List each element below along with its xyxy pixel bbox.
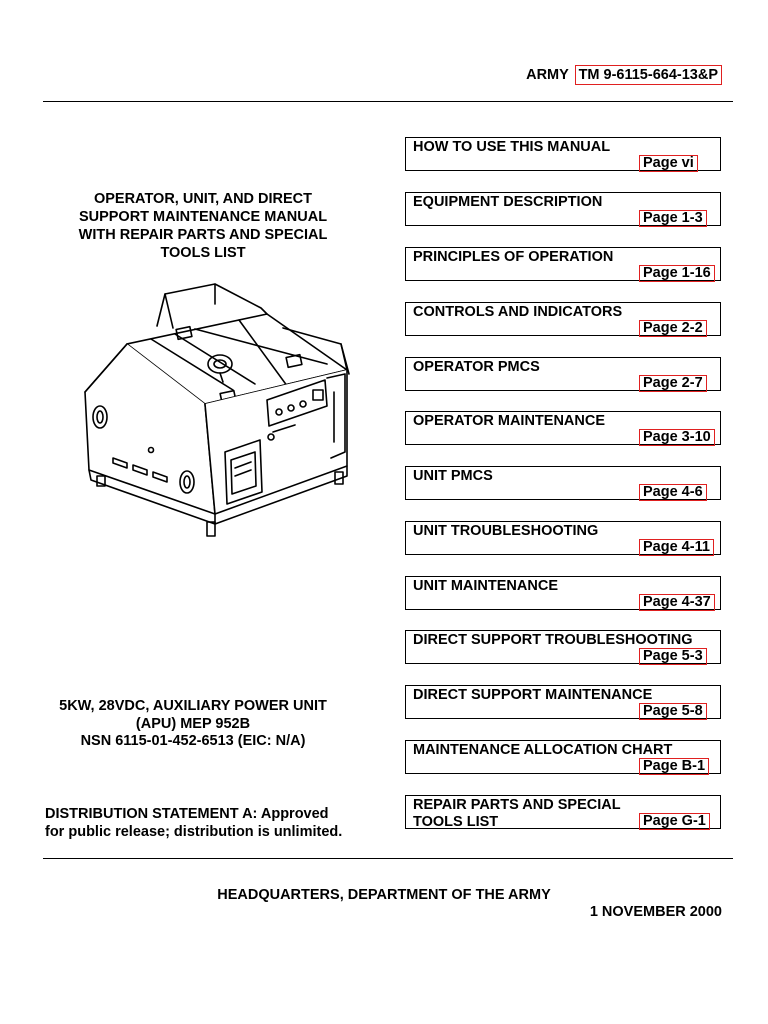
headquarters-line: HEADQUARTERS, DEPARTMENT OF THE ARMY xyxy=(217,887,551,903)
apu-desc-line: NSN 6115-01-452-6513 (EIC: N/A) xyxy=(80,733,306,749)
toc-label: UNIT PMCS xyxy=(413,468,493,484)
toc-entry xyxy=(405,795,721,829)
toc-label: PRINCIPLES OF OPERATION xyxy=(413,249,614,265)
toc-entry xyxy=(405,137,721,171)
toc-entry xyxy=(405,357,721,391)
document-header xyxy=(526,65,722,85)
toc-page-link[interactable]: Page 5-8 xyxy=(639,703,707,720)
toc-page-link[interactable]: Page 4-11 xyxy=(639,539,714,556)
toc-page-link[interactable]: Page 3-10 xyxy=(639,429,715,446)
toc-entry xyxy=(405,302,721,336)
toc-label: UNIT TROUBLESHOOTING xyxy=(413,523,599,539)
apu-desc-line: 5KW, 28VDC, AUXILIARY POWER UNIT xyxy=(59,698,327,714)
toc-entry xyxy=(405,521,721,555)
toc-page-link[interactable]: Page B-1 xyxy=(639,758,709,775)
toc-page-link[interactable]: Page 1-3 xyxy=(639,210,707,227)
manual-title xyxy=(62,190,344,262)
toc-page-link[interactable]: Page 4-6 xyxy=(639,484,707,501)
toc-entry xyxy=(405,411,721,445)
manual-title-line: TOOLS LIST xyxy=(160,245,246,261)
toc-page-link[interactable]: Page 5-3 xyxy=(639,648,707,665)
tm-number-link[interactable]: TM 9-6115-664-13&P xyxy=(575,65,722,85)
apu-description xyxy=(38,698,348,751)
toc-label: DIRECT SUPPORT MAINTENANCE xyxy=(413,687,653,703)
toc-label: UNIT MAINTENANCE xyxy=(413,578,558,594)
publication-date: 1 NOVEMBER 2000 xyxy=(589,904,722,920)
toc-entry xyxy=(405,740,721,774)
toc-page-link[interactable]: Page 1-16 xyxy=(639,265,715,282)
apu-illustration xyxy=(55,282,360,557)
toc-label: REPAIR PARTS AND SPECIAL xyxy=(413,797,621,813)
distribution-statement xyxy=(45,806,375,841)
toc-entry xyxy=(405,247,721,281)
toc-label: CONTROLS AND INDICATORS xyxy=(413,304,623,320)
toc-entry xyxy=(405,630,721,664)
distribution-line: for public release; distribution is unlimited. xyxy=(45,823,343,840)
top-rule xyxy=(43,101,733,102)
apu-desc-line: (APU) MEP 952B xyxy=(135,715,251,732)
toc-page-link[interactable]: Page 4-37 xyxy=(639,594,715,611)
toc-page-link[interactable]: Page vi xyxy=(639,155,698,172)
toc-entry xyxy=(405,466,721,500)
toc-label: EQUIPMENT DESCRIPTION xyxy=(413,194,603,210)
toc-label-second-line: TOOLS LIST xyxy=(413,814,499,830)
toc-label: OPERATOR MAINTENANCE xyxy=(413,413,605,429)
toc-label: OPERATOR PMCS xyxy=(413,359,540,375)
distribution-line: DISTRIBUTION STATEMENT A: Approved xyxy=(45,806,329,822)
toc-page-link[interactable]: Page 2-7 xyxy=(639,375,707,392)
toc-label: MAINTENANCE ALLOCATION CHART xyxy=(413,742,673,758)
toc-entry xyxy=(405,576,721,610)
toc-page-link[interactable]: Page G-1 xyxy=(639,813,710,830)
header-prefix: ARMY xyxy=(526,67,569,83)
toc-label: DIRECT SUPPORT TROUBLESHOOTING xyxy=(413,632,693,648)
bottom-rule xyxy=(43,858,733,859)
toc-label: HOW TO USE THIS MANUAL xyxy=(413,139,611,155)
manual-title-line: OPERATOR, UNIT, AND DIRECT xyxy=(93,191,313,207)
manual-title-line: WITH REPAIR PARTS AND SPECIAL xyxy=(78,227,328,243)
toc-entry xyxy=(405,192,721,226)
toc-entry xyxy=(405,685,721,719)
manual-title-line: SUPPORT MAINTENANCE MANUAL xyxy=(78,209,328,225)
toc-page-link[interactable]: Page 2-2 xyxy=(639,320,707,337)
